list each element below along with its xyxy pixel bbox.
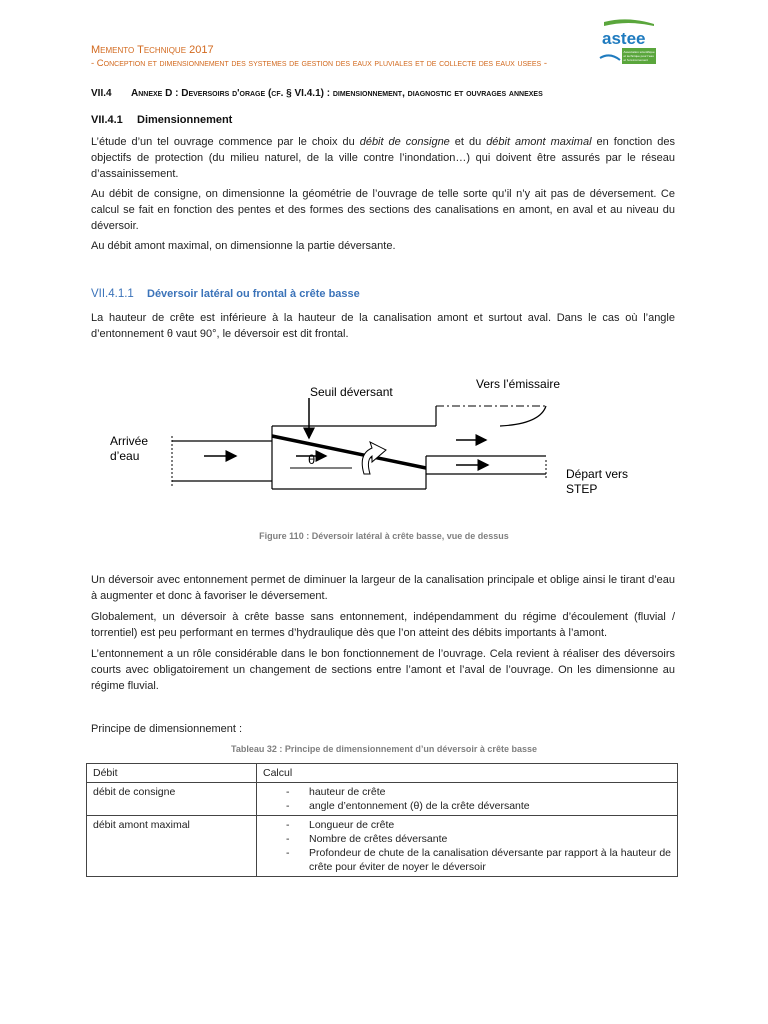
weir-crest: [272, 436, 426, 468]
header-title: Memento Technique 2017: [91, 44, 214, 56]
label-arrivee-1: Arrivée: [110, 434, 149, 448]
cell-debit: débit amont maximal: [87, 816, 257, 877]
term-debit-consigne: débit de consigne: [359, 136, 450, 148]
paragraph-hauteur-crete: La hauteur de crête est inférieure à la hauteur de la canalisation amont et surtout aval. Dans le cas où l’angle d’entonnement θ vaut 90°, le déversoir est dit frontal.: [91, 312, 675, 340]
subsubsection-number: VII.4.1.1: [91, 288, 134, 300]
cell-calcul: [257, 783, 678, 816]
table-row: [87, 816, 678, 877]
logo-wordmark: astee: [602, 29, 646, 48]
list-item: - Nombre de crêtes déversante: [286, 833, 448, 845]
theta-label: θ: [308, 452, 316, 467]
cell-debit: débit de consigne: [87, 783, 257, 816]
term-debit-amont: débit amont maximal: [486, 136, 592, 148]
header-calcul: Calcul: [257, 764, 678, 783]
running-header: [91, 44, 547, 70]
subsection-title: Dimensionnement: [137, 114, 233, 126]
paragraph-entonnement: Un déversoir avec entonnement permet de diminuer la largeur de la canalisation principale et oblige ainsi le tirant d’eau à augmenter et donc à favoriser le déversement.: [91, 574, 675, 602]
section-number: VII.4: [91, 88, 112, 99]
list-item: - hauteur de crête: [286, 786, 386, 798]
deversoir-diagram: [100, 368, 640, 503]
list-item: - Profondeur de chute de la canalisation déversante par rapport à la hauteur de crête pour éviter de noyer le déversoir: [286, 847, 671, 873]
list-item: - Longueur de crête: [286, 819, 395, 831]
subsection-heading: [91, 114, 232, 126]
figure-caption: Figure 110 : Déversoir latéral à crête basse, vue de dessus: [259, 531, 509, 541]
paragraph-principe: Principe de dimensionnement :: [91, 723, 243, 735]
table-header-row: [87, 764, 678, 783]
cell-calcul: [257, 816, 678, 877]
subsubsection-heading: [91, 288, 360, 300]
svg-text:Association scientifique: Association scientifique: [623, 50, 655, 54]
list-item: - angle d’entonnement (θ) de la crête déversante: [286, 800, 530, 812]
label-emissaire: Vers l’émissaire: [476, 377, 561, 391]
header-debit: Débit: [87, 764, 257, 783]
subsection-number: VII.4.1: [91, 114, 123, 126]
label-depart-2: STEP: [566, 482, 598, 496]
paragraph-intro: L’étude d’un tel ouvrage commence par le choix du débit de consigne et du débit amont maximal en fonction des objectifs de protection (du milieu naturel, de la ville contre l’inondation…) qui doivent être assurés par le réseau d’assainissement.: [91, 136, 676, 180]
subsubsection-title: Déversoir latéral ou frontal à crête basse: [147, 288, 360, 300]
table-caption: Tableau 32 : Principe de dimensionnement d’un déversoir à crête basse: [231, 744, 537, 754]
paragraph-consigne: Au débit de consigne, on dimensionne la géométrie de l’ouvrage de telle sorte qu’il n’y ait pas de déversement. Ce calcul se fait en fonction des pentes et des formes des sections des canalisations en amont, en aval et au niveau du déversoir.: [91, 188, 675, 232]
overflow-pipe-curve: [500, 406, 546, 426]
paragraph-performance: Globalement, un déversoir à crête basse sans entonnement, indépendamment du régime d’écoulement (fluvial / torrentiel) est peu performant en termes d’hydraulique dès que l’on atteint des débits importants à l’amont.: [91, 611, 675, 639]
chamber-outline: [272, 406, 546, 489]
svg-text:et l'environnement: et l'environnement: [623, 58, 648, 62]
dimensioning-table: [86, 763, 678, 877]
header-subtitle: - Conception et dimensionnement des systemes de gestion des eaux pluviales et de collecte des eaux usees -: [91, 58, 547, 69]
section-heading: [91, 88, 543, 99]
label-arrivee-2: d’eau: [110, 449, 140, 463]
inlet-pipe: [172, 436, 272, 486]
label-depart-1: Départ vers: [566, 467, 629, 481]
label-seuil: Seuil déversant: [310, 385, 393, 399]
section-title: Annexe D : Deversoirs d'orage (cf. § VI.4.1) : dimensionnement, diagnostic et ouvrages annexes: [131, 88, 543, 99]
paragraph-role: L’entonnement a un rôle considérable dans le bon fonctionnement de l’ouvrage. Cela revient à réaliser des déversoirs courts avec obligatoirement un changement de sections entre l’amont et l’aval de l’ouvrage. On les dimensionne au régime fluvial.: [91, 648, 675, 692]
table-row: [87, 783, 678, 816]
astee-logo: [598, 18, 658, 68]
svg-text:et technique pour l'eau: et technique pour l'eau: [623, 54, 654, 58]
paragraph-amont: Au débit amont maximal, on dimensionne la partie déversante.: [91, 240, 396, 252]
